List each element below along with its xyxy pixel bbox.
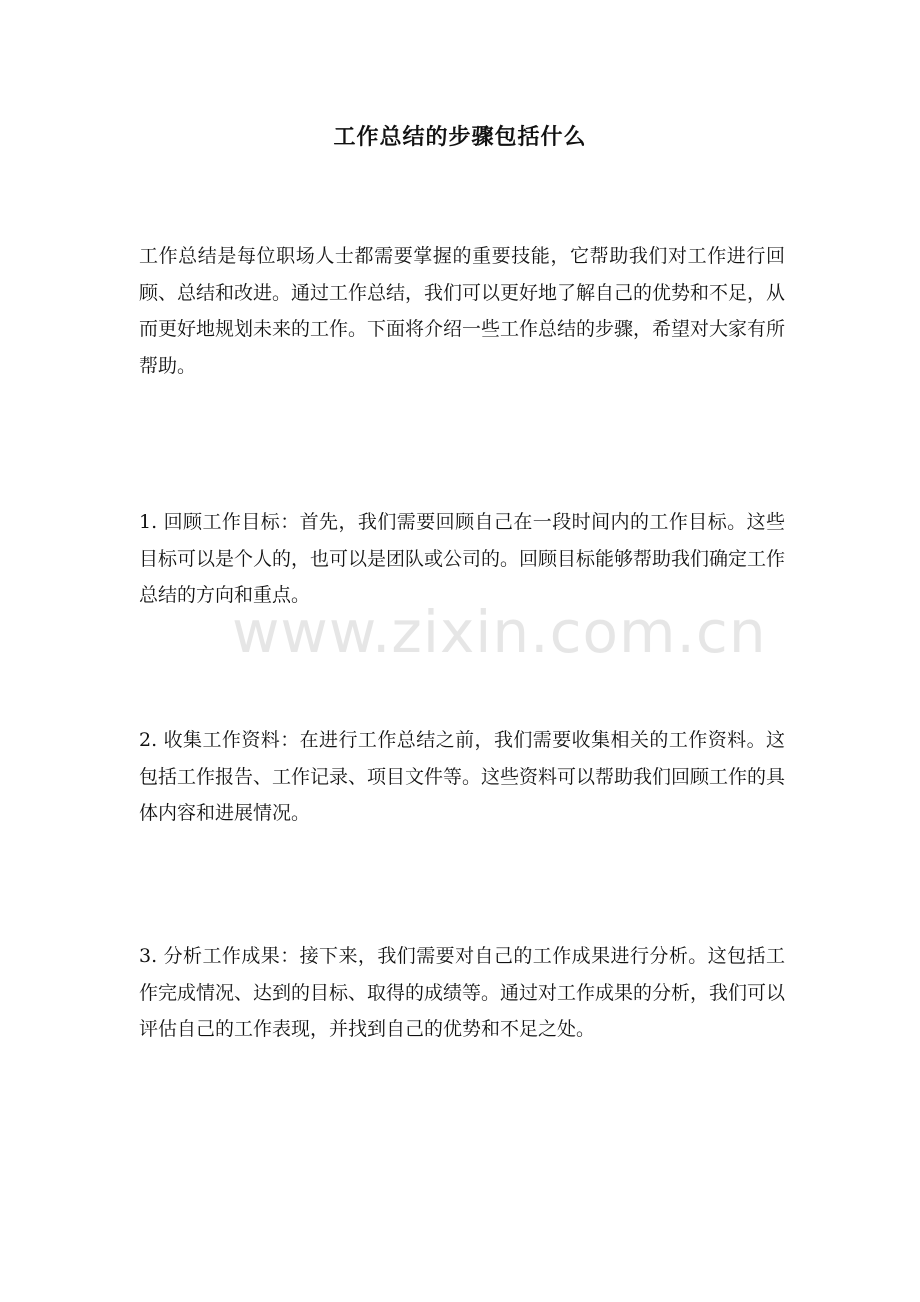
step-2-paragraph: 2. 收集工作资料：在进行工作总结之前，我们需要收集相关的工作资料。这包括工作报告、工作记录、项目文件等。这些资料可以帮助我们回顾工作的具体内容和进展情况。 xyxy=(139,729,786,824)
intro-paragraph: 工作总结是每位职场人士都需要掌握的重要技能，它帮助我们对工作进行回顾、总结和改进。通过工作总结，我们可以更好地了解自己的优势和不足，从而更好地规划未来的工作。下面将介绍一些工作总结的步骤，希望对大家有所帮助。 xyxy=(139,245,786,377)
page-title: 工作总结的步骤包括什么 xyxy=(333,124,587,150)
watermark: www.zixin.com.cn xyxy=(232,598,767,666)
step-1-paragraph: 1. 回顾工作目标：首先，我们需要回顾自己在一段时间内的工作目标。这些目标可以是个人的，也可以是团队或公司的。回顾目标能够帮助我们确定工作总结的方向和重点。 xyxy=(139,511,786,606)
step-3-paragraph: 3. 分析工作成果：接下来，我们需要对自己的工作成果进行分析。这包括工作完成情况、达到的目标、取得的成绩等。通过对工作成果的分析，我们可以评估自己的工作表现，并找到自己的优势和不足之处。 xyxy=(139,945,786,1040)
